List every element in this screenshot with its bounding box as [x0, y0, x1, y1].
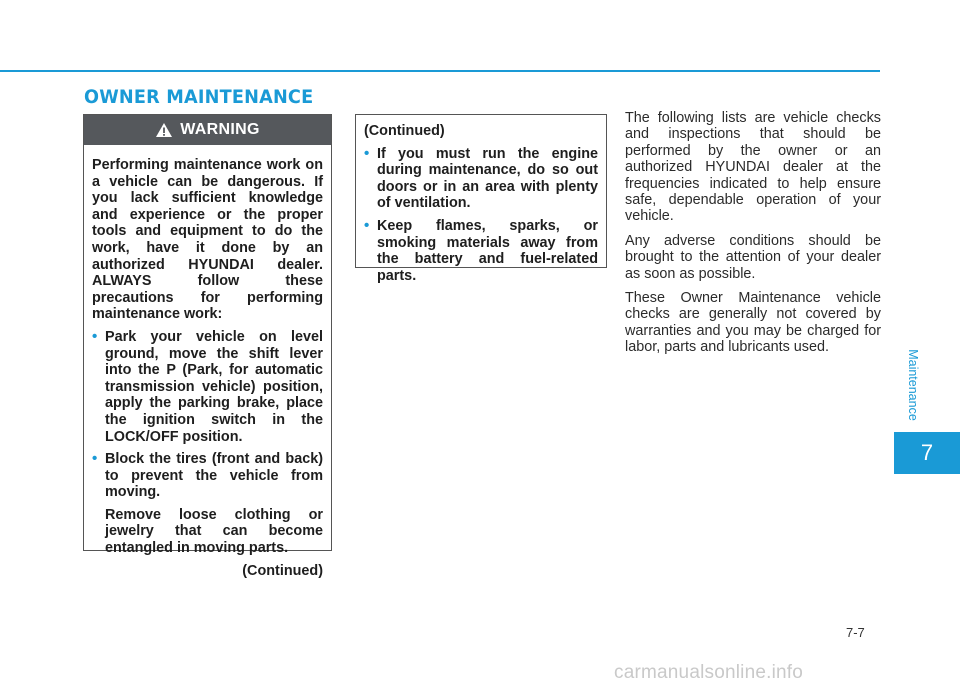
continued-label: (Continued)	[242, 562, 323, 579]
continued-warning-box	[355, 114, 607, 284]
bullet-dot-icon: •	[92, 450, 98, 468]
bullet-text: Block the tires (front and back) to prevent the vehicle from moving.	[105, 451, 323, 501]
page-number: 7-7	[846, 625, 865, 640]
warning-extra-paragraph: Remove loose clothing or jewelry that can become entangled in moving parts.	[105, 506, 323, 557]
bullet-dot-icon: •	[364, 144, 370, 162]
continued-body	[356, 115, 606, 284]
chapter-tab: 7	[894, 432, 960, 474]
top-rule	[0, 70, 880, 72]
chapter-side-label: Maintenance	[906, 349, 920, 421]
bullet-text: If you must run the engine during maintenance, do so out doors or in an area with plenty of ventilation.	[377, 145, 598, 212]
warning-triangle-icon	[155, 122, 173, 138]
warning-bullet	[92, 451, 323, 501]
body-paragraph: Any adverse conditions should be brought to the attention of your dealer as soon as possible.	[625, 232, 881, 282]
warning-intro: Performing maintenance work on a vehicle can be dangerous. If you lack sufficient knowledge and experience or the proper tools and equipment to do the work, have it done by an authorized HYUNDAI dealer. ALWAYS follow these precautions for performing maintenance work:	[92, 157, 323, 323]
bullet-text: Park your vehicle on level ground, move the shift lever into the P (Park, for automatic transmission vehicle) position, apply the parking brake, place the ignition switch in the LOCK/OFF position.	[105, 328, 323, 445]
bullet-dot-icon: •	[92, 327, 98, 345]
body-text	[625, 110, 881, 364]
body-paragraph: The following lists are vehicle checks and inspections that should be performed by the owner or an authorized HYUNDAI dealer at the frequencies indicated to help ensure safe, dependable operation of your vehicle.	[625, 110, 881, 225]
warning-box	[83, 114, 332, 579]
continued-bullet	[364, 146, 598, 212]
warning-title: WARNING	[180, 121, 260, 138]
watermark: carmanualsonline.info	[614, 662, 804, 683]
warning-body	[84, 145, 331, 579]
bullet-text: Keep flames, sparks, or smoking materials away from the battery and fuel-related parts.	[377, 217, 598, 284]
warning-header	[84, 115, 331, 145]
continued-heading: (Continued)	[364, 123, 445, 139]
body-paragraph: These Owner Maintenance vehicle checks are generally not covered by warranties and you may be charged for labor, parts and lubricants used.	[625, 290, 881, 356]
continued-bullet	[364, 218, 598, 284]
warning-bullet	[92, 329, 323, 445]
section-title: OWNER MAINTENANCE	[84, 86, 314, 108]
bullet-dot-icon: •	[364, 216, 370, 234]
